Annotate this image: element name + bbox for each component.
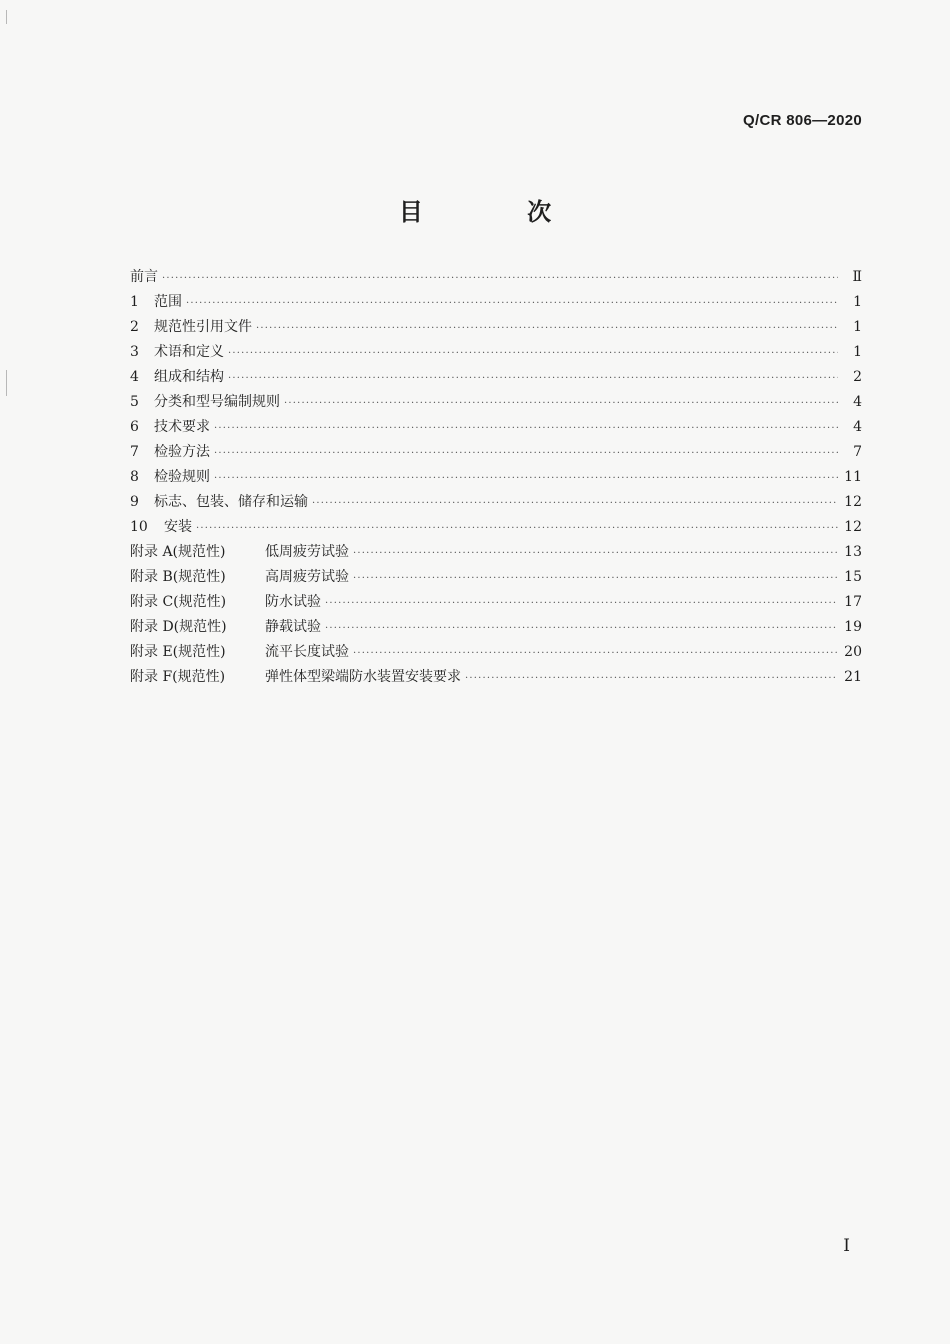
leader-dots [214,473,838,484]
leader-dots [214,448,838,459]
toc-entry-page: 1 [853,294,862,310]
toc-entry-3[interactable] [130,341,862,366]
toc-entry-title: 检验规则 [154,469,210,485]
toc-entry-title: 防水试验 [265,594,321,610]
toc-appendix-label: 附录 C(规范性) [130,594,227,610]
toc-entry-title: 流平长度试验 [265,644,349,660]
scan-edge-mark [6,10,7,24]
toc-appendix-label: 附录 A(规范性) [130,544,226,560]
toc-entry-title: 术语和定义 [154,344,224,360]
toc-entry-title: 分类和型号编制规则 [154,394,280,410]
toc-appendix-label: 附录 D(规范性) [130,619,227,635]
leader-dots [186,298,838,309]
toc-entry-2[interactable] [130,316,862,341]
toc-entry-6[interactable] [130,416,862,441]
leader-dots [465,673,838,684]
toc-entry-1[interactable] [130,291,862,316]
toc-entry-number: 8 [130,469,139,485]
toc-entry-number: 9 [130,494,139,510]
leader-dots [256,323,838,334]
toc-entry-page: 20 [844,644,862,660]
toc-entry-appendix-f[interactable] [130,666,862,691]
leader-dots [196,523,838,534]
document-code: Q/CR 806—2020 [743,112,862,129]
toc-entry-number: 10 [130,519,148,535]
toc-entry-appendix-c[interactable] [130,591,862,616]
leader-dots [325,598,838,609]
toc-entry-9[interactable] [130,491,862,516]
toc-appendix-label: 附录 F(规范性) [130,669,226,685]
toc-entry-page: 4 [853,419,862,435]
toc-entry-title: 弹性体型梁端防水装置安装要求 [265,669,461,685]
toc-entry-appendix-e[interactable] [130,641,862,666]
toc-entry-appendix-d[interactable] [130,616,862,641]
leader-dots [162,273,838,284]
scan-edge-mark [6,370,7,396]
leader-dots [228,348,838,359]
toc-entry-title: 范围 [154,294,182,310]
toc-entry-foreword[interactable] [130,266,862,291]
toc-entry-page: 11 [844,469,862,485]
toc-entry-title: 低周疲劳试验 [265,544,349,560]
toc-entry-appendix-a[interactable] [130,541,862,566]
toc-entry-page: 12 [844,519,862,535]
toc-title: 目 次 [398,198,600,226]
toc-entry-page: 4 [853,394,862,410]
toc-entry-page: 15 [844,569,862,585]
toc-entry-page: 2 [853,369,862,385]
toc-entry-7[interactable] [130,441,862,466]
toc-entry-page: 12 [844,494,862,510]
toc-entry-title: 组成和结构 [154,369,224,385]
toc-entry-number: 1 [130,294,139,310]
toc-entry-page: 13 [844,544,862,560]
toc-entry-title: 规范性引用文件 [154,319,252,335]
toc-entry-8[interactable] [130,466,862,491]
leader-dots [353,548,838,559]
toc-entry-number: 6 [130,419,139,435]
toc-entry-title: 技术要求 [154,419,210,435]
toc-entry-page: 17 [844,594,862,610]
toc-entry-page: Ⅱ [852,269,862,285]
toc-entry-number: 7 [130,444,139,460]
toc-entry-title: 静载试验 [265,619,321,635]
toc-entry-number: 4 [130,369,139,385]
toc-entry-5[interactable] [130,391,862,416]
toc-appendix-label: 附录 B(规范性) [130,569,226,585]
leader-dots [325,623,838,634]
toc-entry-page: 7 [853,444,862,460]
leader-dots [353,573,838,584]
toc-entry-number: 5 [130,394,139,410]
toc-entry-title: 安装 [164,519,192,535]
toc-entry-title: 标志、包装、储存和运输 [154,494,308,510]
toc-appendix-label: 附录 E(规范性) [130,644,226,660]
toc-entry-number: 3 [130,344,139,360]
table-of-contents [130,266,862,691]
leader-dots [353,648,838,659]
toc-entry-appendix-b[interactable] [130,566,862,591]
toc-entry-title: 高周疲劳试验 [265,569,349,585]
toc-entry-title: 前言 [130,269,158,285]
toc-entry-10[interactable] [130,516,862,541]
leader-dots [312,498,838,509]
toc-entry-4[interactable] [130,366,862,391]
leader-dots [228,373,838,384]
toc-entry-page: 1 [853,344,862,360]
leader-dots [214,423,838,434]
toc-entry-page: 21 [844,669,862,685]
page-number: I [843,1236,850,1256]
toc-entry-page: 1 [853,319,862,335]
toc-entry-number: 2 [130,319,139,335]
leader-dots [284,398,838,409]
toc-entry-title: 检验方法 [154,444,210,460]
toc-entry-page: 19 [844,619,862,635]
